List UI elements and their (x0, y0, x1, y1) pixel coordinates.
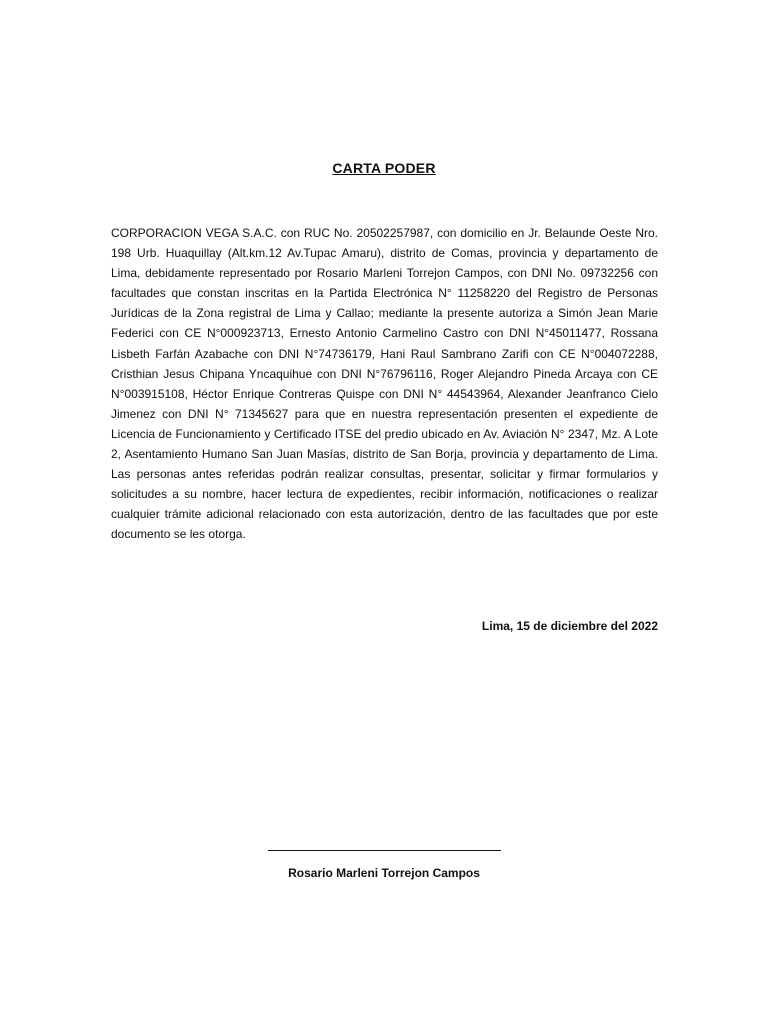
document-date: Lima, 15 de diciembre del 2022 (481, 619, 658, 633)
document-body: CORPORACION VEGA S.A.C. con RUC No. 20502257987, con domicilio en Jr. Belaunde Oeste Nro. 198 Urb. Huaquillay (Alt.km.12 Av.Tupac Amaru), distrito de Comas, provincia y departamento de Lima, debidamente representado por Rosario Marleni Torrejon Campos, con DNI No. 09732256 con facultades que constan inscritas en la Partida Electrónica N° 11258220 del Registro de Personas Jurídicas de la Zona registral de Lima y Callao; mediante la presente autoriza a Simón Jean Marie Federici con CE N°000923713, Ernesto Antonio Carmelino Castro con DNI N°45011477, Rossana Lisbeth Farfán Azabache con DNI N°74736179, Hani Raul Sambrano Zarifi con CE N°004072288, Cristhian Jesus Chipana Yncaquihue con DNI N°76796116, Roger Alejandro Pineda Arcaya con CE N°003915108, Héctor Enrique Contreras Quispe con DNI N° 44543964, Alexander Jeanfranco Cielo Jimenez con DNI N° 71345627 para que en nuestra representación presenten el expediente de Licencia de Funcionamiento y Certificado ITSE del predio ubicado en Av. Aviación N° 2347, Mz. A Lote 2, Asentamiento Humano San Juan Masías, distrito de San Borja, provincia y departamento de Lima. Las personas antes referidas podrán realizar consultas, presentar, solicitar y firmar formularios y solicitudes a su nombre, hacer lectura de expedientes, recibir información, notificaciones o realizar cualquier trámite adicional relacionado con esta autorización, dentro de las facultades que por este documento se les otorga. (111, 226, 658, 542)
signature-line (268, 850, 501, 851)
document-title: CARTA PODER (332, 160, 436, 176)
signer-name: Rosario Marleni Torrejon Campos (288, 866, 480, 880)
